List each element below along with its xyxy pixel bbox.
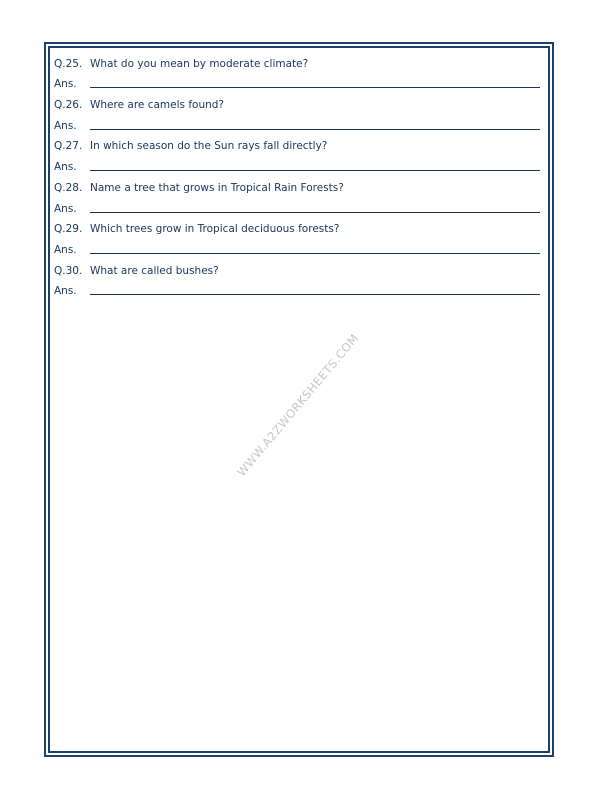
answer-line[interactable] [90, 129, 540, 130]
question-text: Where are camels found? [90, 99, 224, 112]
question-row [54, 90, 540, 111]
question-row [54, 49, 540, 70]
answer-label: Ans. [54, 202, 77, 215]
answer-row [54, 111, 540, 132]
answer-line[interactable] [90, 170, 540, 171]
question-row [54, 215, 540, 236]
question-row [54, 132, 540, 153]
question-list [54, 49, 540, 297]
question-number: Q.25. [54, 57, 83, 70]
answer-label: Ans. [54, 161, 77, 174]
question-row [54, 256, 540, 277]
question-text: What are called bushes? [90, 264, 219, 277]
answer-row [54, 277, 540, 298]
answer-line[interactable] [90, 253, 540, 254]
question-row [54, 173, 540, 194]
watermark: WWW.A2ZWORKSHEETS.COM [234, 331, 362, 479]
question-number: Q.30. [54, 264, 83, 277]
answer-label: Ans. [54, 243, 77, 256]
question-number: Q.28. [54, 181, 83, 194]
answer-row [54, 194, 540, 215]
question-number: Q.26. [54, 99, 83, 112]
answer-line[interactable] [90, 294, 540, 295]
answer-row [54, 235, 540, 256]
answer-row [54, 70, 540, 91]
question-number: Q.27. [54, 140, 83, 153]
answer-label: Ans. [54, 285, 77, 298]
answer-label: Ans. [54, 119, 77, 132]
question-text: Name a tree that grows in Tropical Rain Forests? [90, 181, 344, 194]
question-number: Q.29. [54, 223, 83, 236]
answer-line[interactable] [90, 212, 540, 213]
question-text: Which trees grow in Tropical deciduous forests? [90, 223, 340, 236]
question-text: What do you mean by moderate climate? [90, 57, 309, 70]
answer-label: Ans. [54, 78, 77, 91]
answer-line[interactable] [90, 87, 540, 88]
question-text: In which season do the Sun rays fall directly? [90, 140, 328, 153]
answer-row [54, 152, 540, 173]
